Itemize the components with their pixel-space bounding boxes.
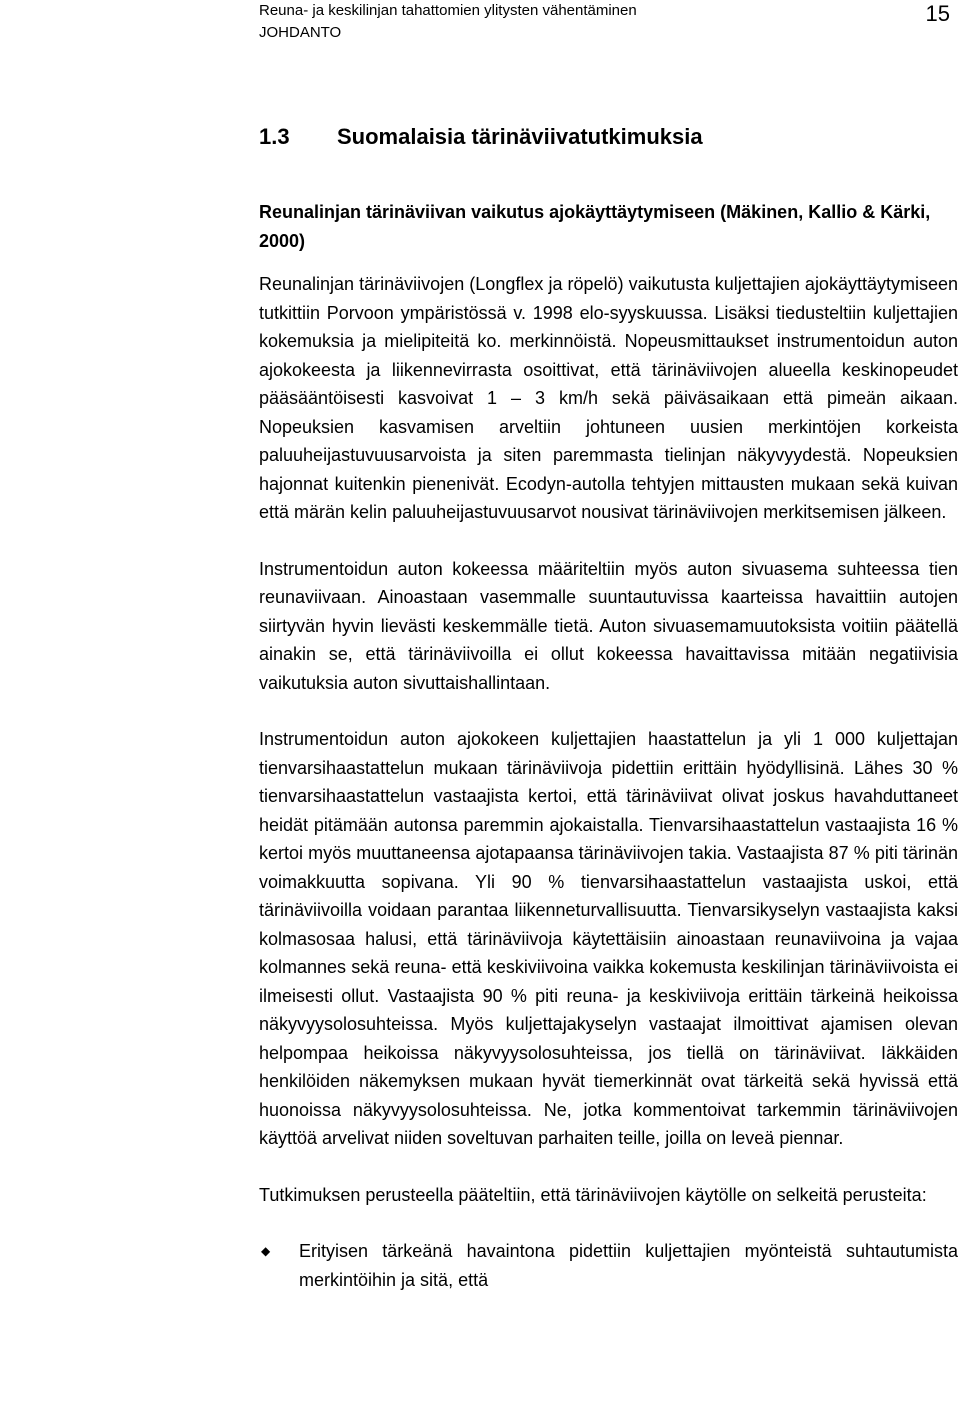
diamond-bullet-icon: ◆ [261, 1244, 271, 1258]
section-number: 1.3 [259, 124, 290, 149]
paragraph: Instrumentoidun auton ajokokeen kuljettajien haastattelun ja yli 1 000 kuljettajan tienvarsihaastattelun mukaan tärinäviivoja pidettiin erittäin hyödyllisinä. Lähes 30 % tienvarsihaastattelun vastaajista kertoi, että tärinäviivat olivat joskus havahduttaneet heidät pitämään autonsa paremmin ajokaistalla. Tienvarsihaastattelun vastaajista 16 % kertoi myös muuttaneensa ajotapaansa tärinäviivojen takia. Vastaajista 87 % piti tärinän voimakkuutta sopivana. Yli 90 % tienvarsihaastattelun vastaajista uskoi, että tärinäviivoilla voidaan parantaa liikenneturvallisuutta. Tienvarsikyselyn vastaajista kaksi kolmasosaa halusi, että tärinäviivoja käytettäisiin ainoastaan reunaviivoina ja vajaa kolmannes sekä reuna- että keskiviivoina vaikka kokemusta keskilinjan tärinäviivoista ei ilmeisesti ollut. Vastaajista 90 % piti reuna- ja keskiviivoja erittäin tärkeinä heikoissa näkyvyysolosuhteissa. Myös kuljettajakyselyn vastaajat ilmoittivat ajamisen olevan helpompaa heikoissa näkyvyysolosuhteissa, jos tiellä on tärinäviivat. Iäkkäiden henkilöiden näkemyksen mukaan hyvät tiemerkinnät ovat tärkeitä sekä hyvissä että huonoissa näkyvyysolosuhteissa. Ne, jotka kommentoivat tarkemmin tärinäviivojen käyttöä arvelivat niiden soveltuvan parhaiten teille, joilla on leveä piennar. [259, 729, 958, 1148]
subsection-heading: Reunalinjan tärinäviivan vaikutus ajokäyttäytymiseen (Mäkinen, Kallio & Kärki, 2000) [259, 202, 931, 251]
running-head-chapter: JOHDANTO [259, 24, 342, 41]
paragraph: Instrumentoidun auton kokeessa määriteltiin myös auton sivuasema suhteessa tien reunaviivaan. Ainoastaan vasemmalle suuntautuvissa kaarteissa havaittiin autojen siirtyvän hyvin lievästi keskemmälle tietä. Auton sivuasemamuutoksista voitiin päätellä ainakin se, että tärinäviivoilla ei ollut kokeessa havaittavissa mitään negatiivisia vaikutuksia auton sivuttaishallintaan. [259, 558, 958, 693]
section-title: Suomalaisia tärinäviivatutkimuksia [337, 124, 703, 149]
paragraph: Tutkimuksen perusteella pääteltiin, että tärinäviivojen käytölle on selkeitä perusteita: [259, 1184, 927, 1205]
list-item [259, 1237, 958, 1294]
page-number: 15 [925, 1, 950, 26]
document-body [259, 120, 958, 1294]
paragraph: Reunalinjan tärinäviivojen (Longflex ja röpelö) vaikutusta kuljettajien ajokäyttäytymiseen tutkittiin Porvoon ympäristössä v. 1998 elo-syyskuussa. Lisäksi tiedusteltiin kuljettajien kokemuksia ja mielipiteitä ko. merkinnöistä. Nopeusmittaukset instrumentoidun auton ajokokeesta ja liikennevirrasta osoittivat, että tärinäviivojen alueella keskinopeudet pääsääntöisesti kasvoivat 1 – 3 km/h sekä päiväsaikaan että pimeän aikaan. Nopeuksien kasvamisen arveltiin johtuneen uusien merkintöjen korkeista paluuheijastuvuusarvoista ja siten paremmasta tielinjan näkyvyydestä. Nopeuksien hajonnat kuitenkin pienenivät. Ecodyn-autolla tehtyjen mittausten mukaan sekä kuivan että märän kelin paluuheijastuvuusarvot nousivat tärinäviivojen merkitsemisen jälkeen. [259, 274, 958, 522]
bullet-list [259, 1237, 958, 1294]
running-head [259, 0, 959, 44]
section-heading [259, 120, 958, 154]
running-head-title: Reuna- ja keskilinjan tahattomien ylitysten vähentäminen [259, 2, 637, 19]
list-item-text: Erityisen tärkeänä havaintona pidettiin kuljettajien myönteistä suhtautumista merkintöihin ja sitä, että [299, 1241, 958, 1290]
